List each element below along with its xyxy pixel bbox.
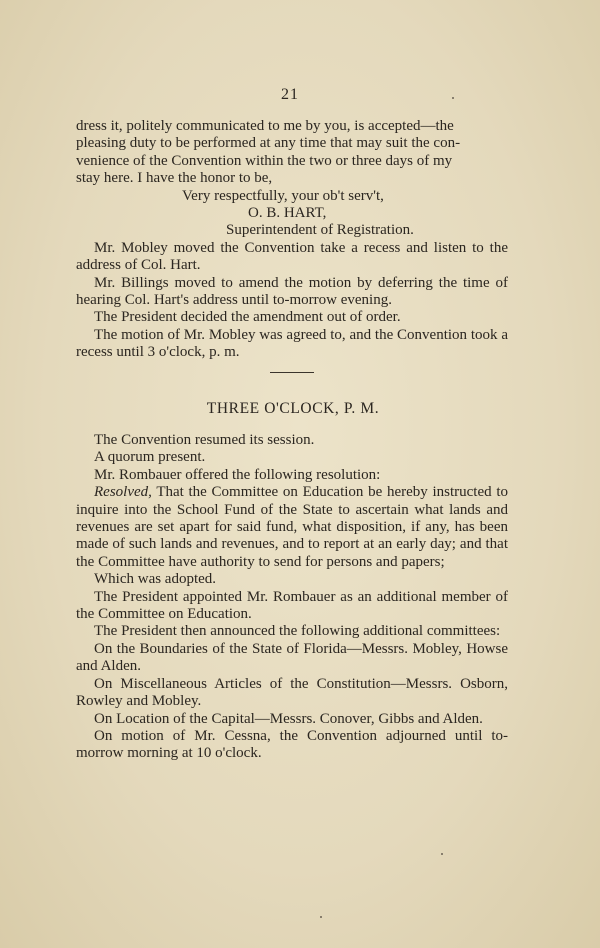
proceeding-paragraph: Which was adopted. <box>94 571 217 588</box>
letter-line: pleasing duty to be performed at any time that may suit the con- <box>76 135 461 152</box>
proceeding-paragraph: Mr. Billings moved to amend the motion by deferring the time of hearing Col. Hart's address until to-morrow evening. <box>76 274 508 309</box>
committee-paragraph: On Miscellaneous Articles of the Constitution—Messrs. Osborn, Rowley and Mobley. <box>76 675 508 710</box>
paper-speck <box>452 97 454 99</box>
paper-speck <box>320 916 322 918</box>
proceeding-paragraph: Mr. Rombauer offered the following resolution: <box>94 466 381 483</box>
letter-and-proceedings <box>76 118 508 362</box>
proceeding-paragraph: On motion of Mr. Cessna, the Convention adjourned until to-morrow morning at 10 o'clock. <box>76 727 508 762</box>
resolved-word: Resolved, <box>94 484 152 501</box>
resolution-text: That the Committee on Education be hereby instructed to inquire into the School Fund of the State to ascertain what lands and revenues are set apart for said fund, what disposition, if any, has been made of such lands and revenues, and to report at an early day; and that the Committee have authority to send for persons and papers; <box>76 484 508 570</box>
section-heading: THREE O'CLOCK, P. M. <box>206 400 380 417</box>
proceeding-paragraph: The Convention resumed its session. <box>94 432 315 448</box>
section-divider <box>270 372 314 373</box>
letter-signature: O. B. HART, <box>248 205 327 222</box>
letter-closing: Very respectfully, your ob't serv't, <box>182 187 384 204</box>
proceeding-paragraph: A quorum present. <box>94 449 206 466</box>
committee-paragraph: On Location of the Capital—Messrs. Conover, Gibbs and Alden. <box>94 710 483 727</box>
paper-speck <box>441 853 443 855</box>
page-number: 21 <box>281 86 299 103</box>
afternoon-proceedings <box>76 432 508 763</box>
proceeding-paragraph: The President decided the amendment out of order. <box>94 309 401 326</box>
proceeding-paragraph: The President then announced the following additional committees: <box>94 623 501 640</box>
letter-line: stay here. I have the honor to be, <box>76 170 273 187</box>
committee-paragraph: On the Boundaries of the State of Florida—Messrs. Mobley, Howse and Alden. <box>76 640 508 675</box>
letter-line: dress it, politely communicated to me by you, is accepted—the <box>76 118 454 134</box>
letter-signature-title: Superintendent of Registration. <box>226 222 414 239</box>
proceeding-paragraph: The motion of Mr. Mobley was agreed to, and the Convention took a recess until 3 o'clock, p. m. <box>76 326 508 361</box>
resolution-paragraph <box>76 484 508 571</box>
proceeding-paragraph: Mr. Mobley moved the Convention take a recess and listen to the address of Col. Hart. <box>76 239 508 274</box>
letter-line: venience of the Convention within the two or three days of my <box>76 152 453 169</box>
proceeding-paragraph: The President appointed Mr. Rombauer as an additional member of the Committee on Education. <box>76 588 508 623</box>
